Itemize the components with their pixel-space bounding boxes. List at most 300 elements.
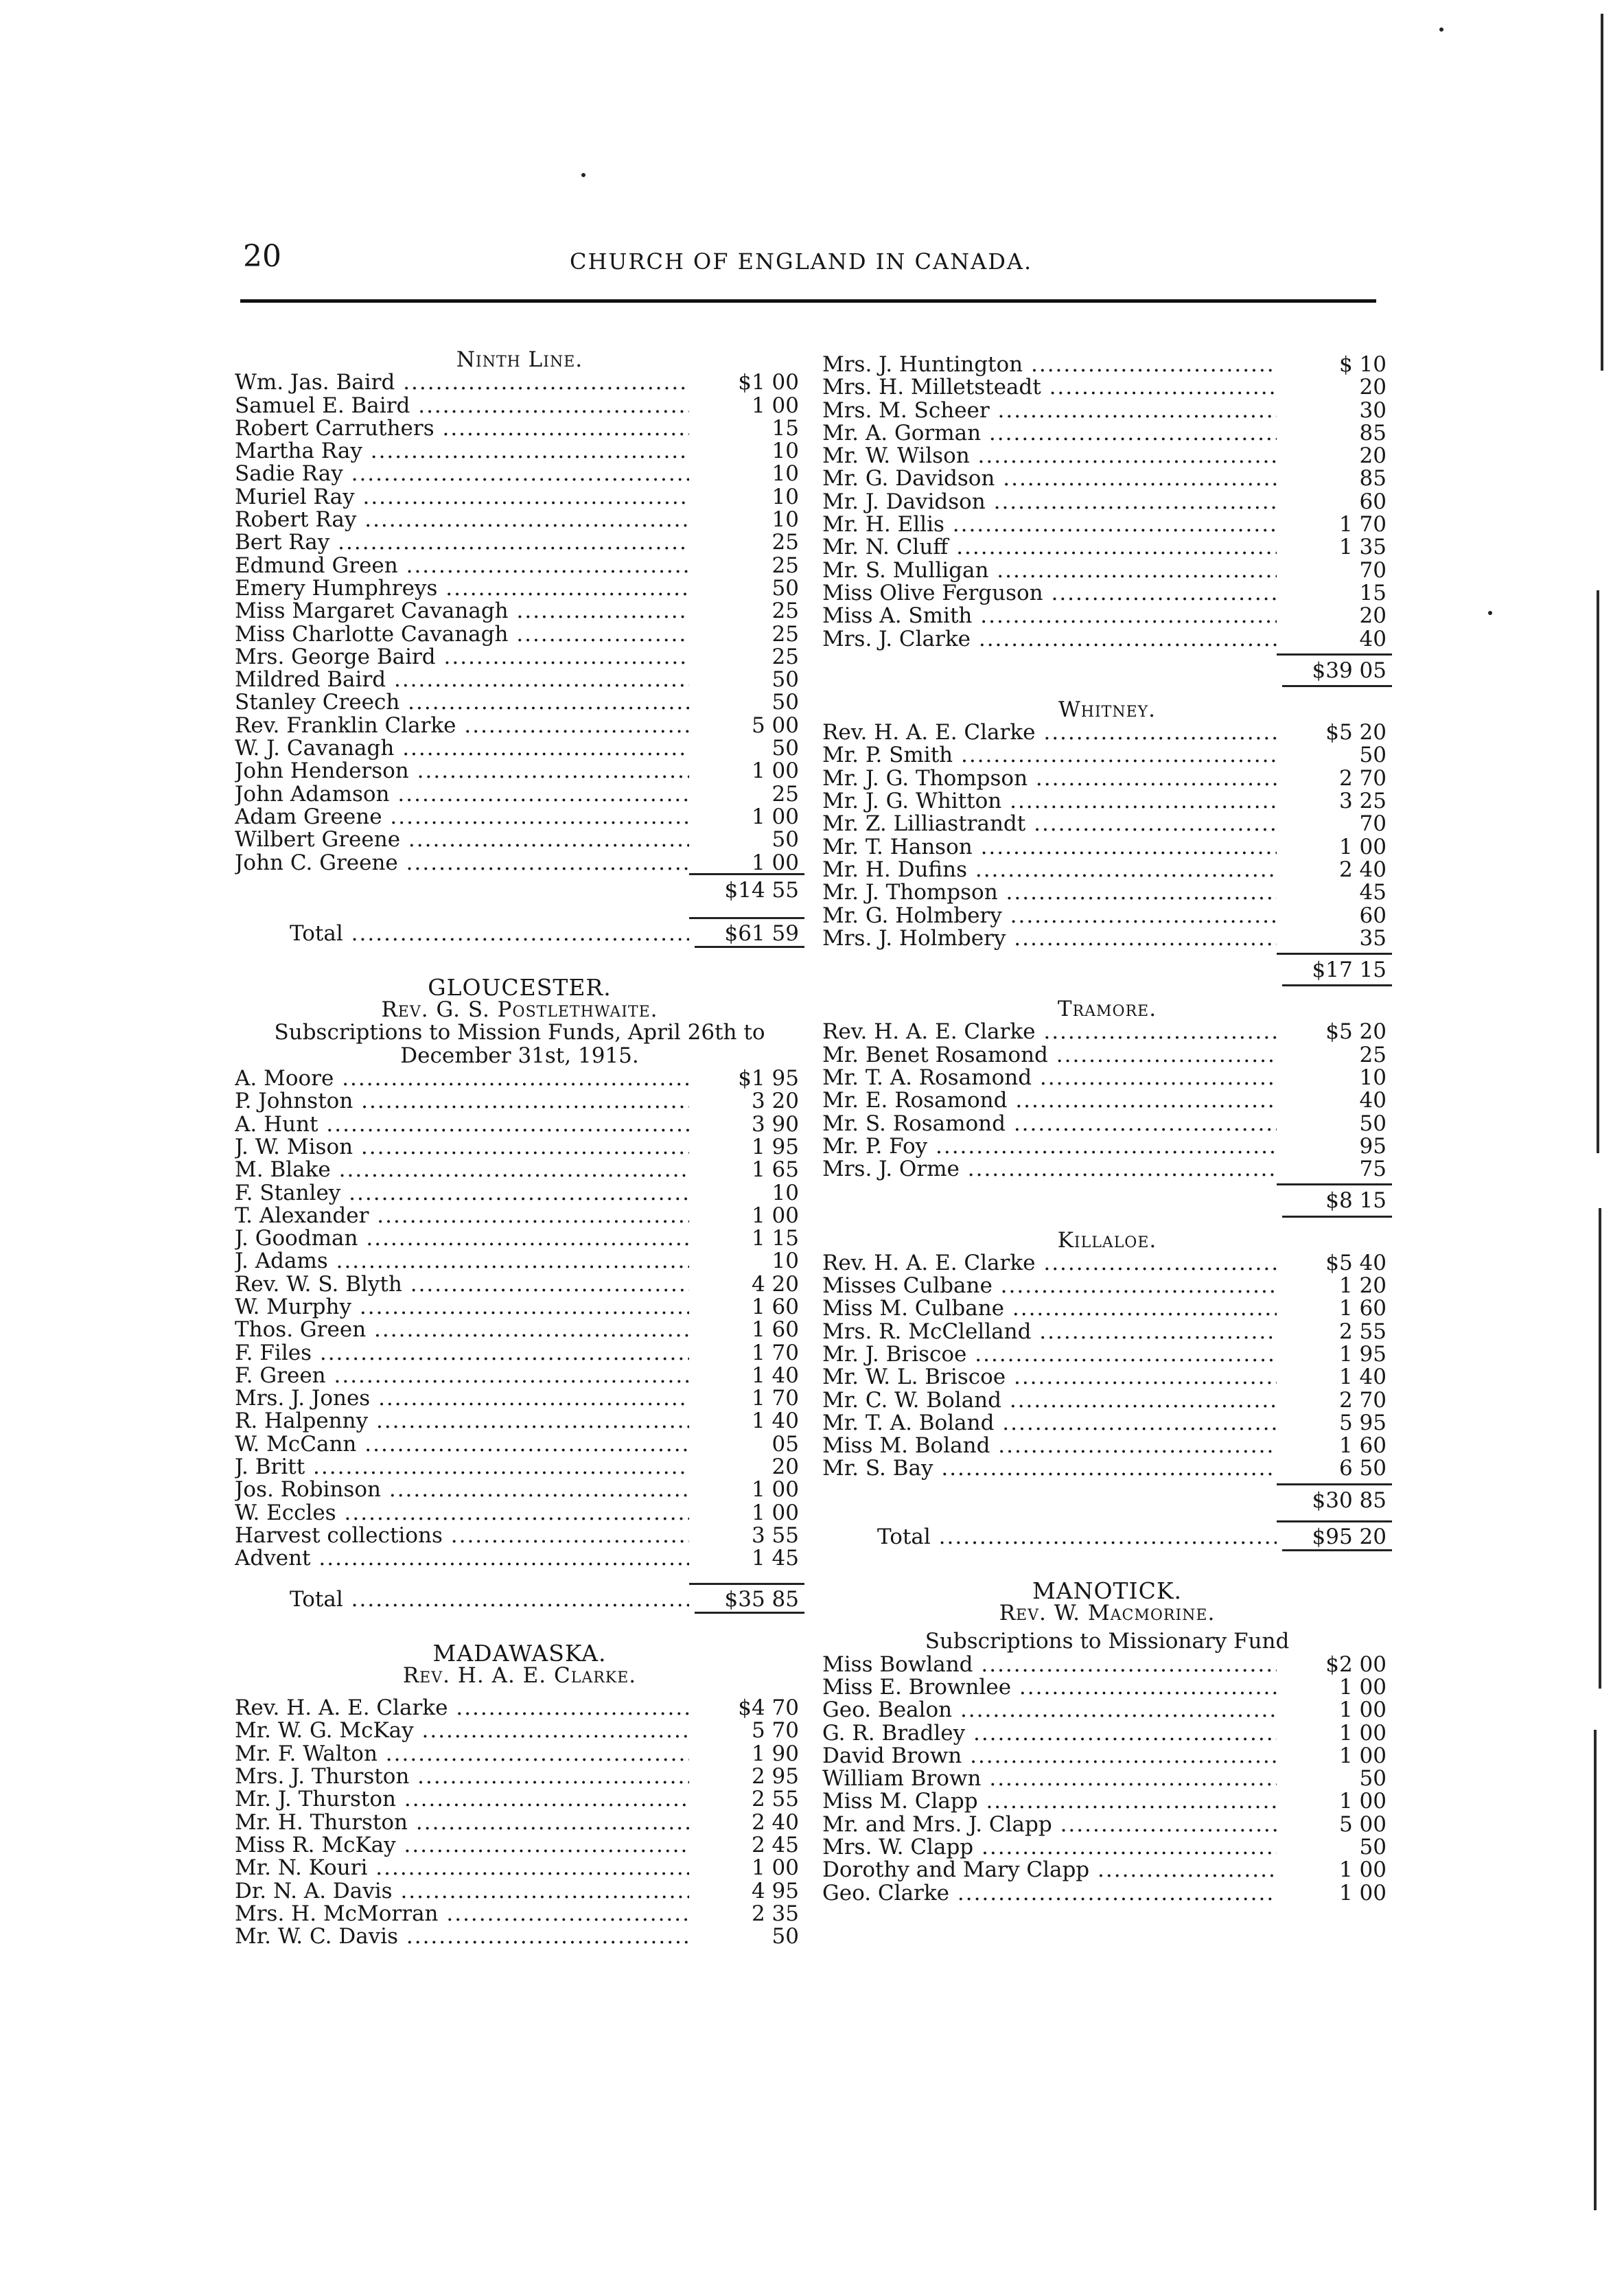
- entry-amount: 1 95: [751, 1134, 799, 1159]
- madawaska-heading: MADAWASKA.: [432, 1639, 607, 1667]
- entry-amount: 2 95: [751, 1764, 799, 1789]
- ledger-row: [235, 806, 804, 829]
- binding-edge: [1594, 1730, 1597, 2210]
- ledger-row: [235, 1159, 804, 1181]
- entry-amount: 1 45: [751, 1546, 799, 1571]
- entry-amount: 1 70: [751, 1340, 799, 1365]
- entry-name: Mr. H. Ellis .....: [822, 513, 1277, 536]
- ledger-row: [822, 1366, 1392, 1389]
- ledger-row: [822, 1722, 1392, 1745]
- whitney-heading: Whitney.: [1058, 697, 1157, 722]
- entry-name: Mr. W. C. Davis .....: [235, 1925, 689, 1948]
- ledger-row: [235, 1182, 804, 1205]
- entry-amount: 5 00: [1338, 1811, 1387, 1837]
- ledger-row: [822, 767, 1392, 790]
- entry-amount: 15: [1359, 580, 1387, 605]
- ledger-row: [822, 1745, 1392, 1768]
- entry-amount: 3 20: [751, 1089, 799, 1114]
- entry-name: John Henderson .....: [235, 760, 689, 783]
- ledger-row: [822, 1113, 1392, 1135]
- entry-name: Mr. G. Davidson .....: [822, 467, 1277, 490]
- entry-name: Robert Carruthers .....: [235, 417, 689, 440]
- ledger-row: [235, 1433, 804, 1456]
- ledger-row: [822, 1321, 1392, 1343]
- gloucester-note-1: Subscriptions to Mission Funds, April 26th to: [274, 1020, 765, 1045]
- running-head: CHURCH OF ENGLAND IN CANADA.: [570, 248, 1033, 275]
- manotick-heading: MANOTICK.: [1032, 1577, 1182, 1604]
- ledger-row: [235, 1880, 804, 1903]
- entry-amount: 1 00: [1338, 1857, 1387, 1883]
- ledger-row: [822, 1654, 1392, 1676]
- ledger-row: [235, 1319, 804, 1341]
- ledger-row: [822, 628, 1392, 651]
- entry-amount: 50: [1359, 743, 1387, 768]
- entry-name: Mr. H. Thurston .....: [235, 1811, 689, 1834]
- entry-amount: 6 50: [1338, 1456, 1387, 1481]
- entry-amount: 25: [772, 644, 799, 669]
- entry-amount: 1 65: [751, 1157, 799, 1183]
- entry-amount: $ 10: [1338, 352, 1387, 377]
- ledger-row: [235, 852, 804, 874]
- ledger-row: [235, 1387, 804, 1410]
- entry-amount: 1 40: [751, 1363, 799, 1388]
- entry-name: Mr. Z. Lilliastrandt .....: [822, 813, 1277, 835]
- ledger-row: [235, 486, 804, 509]
- entry-amount: 25: [772, 621, 799, 647]
- entry-amount: 95: [1359, 1133, 1387, 1159]
- rule: [235, 946, 804, 955]
- ledger-row: [822, 1389, 1392, 1412]
- gloucester-rector: Rev. G. S. Postlethwaite.: [381, 997, 658, 1023]
- ledger-row: [235, 600, 804, 623]
- entry-amount: 2 35: [751, 1901, 799, 1926]
- entry-amount: 40: [1359, 626, 1387, 651]
- binding-edge: [1599, 1208, 1601, 1689]
- header-rule: [240, 299, 1376, 303]
- entry-name: Mr. J. Briscoe .....: [822, 1343, 1277, 1366]
- entry-name: David Brown .....: [822, 1745, 1277, 1768]
- ledger-row: [235, 1136, 804, 1159]
- whitney-list: [822, 721, 1392, 950]
- entry-amount: 1 90: [751, 1741, 799, 1766]
- entry-amount: 20: [1359, 443, 1387, 469]
- ledger-row: [822, 1790, 1392, 1813]
- entry-amount: 20: [1359, 375, 1387, 400]
- manotick-list: [822, 1654, 1392, 1905]
- entry-amount: 25: [772, 599, 799, 624]
- ledger-row: [235, 1502, 804, 1525]
- entry-amount: 50: [772, 667, 799, 693]
- entry-name: Mr. T. Hanson .....: [822, 836, 1277, 859]
- entry-name: Mrs. J. Clarke .....: [822, 628, 1277, 651]
- speck: [1439, 27, 1443, 32]
- entry-amount: 50: [1359, 1835, 1387, 1860]
- ledger-row: [822, 1768, 1392, 1790]
- entry-amount: 20: [772, 1455, 799, 1480]
- entry-name: Advent .....: [235, 1547, 689, 1570]
- entry-amount: 10: [1359, 1065, 1387, 1091]
- page-number: 20: [243, 239, 281, 274]
- killaloe-heading: Killaloe.: [1057, 1227, 1157, 1253]
- entry-amount: 40: [1359, 1088, 1387, 1113]
- ninth-line-total-row: [235, 917, 804, 946]
- entry-name: J. Goodman .....: [235, 1227, 689, 1250]
- entry-name: Mr. S. Mulligan .....: [822, 559, 1277, 582]
- entry-name: Mr. S. Rosamond .....: [822, 1113, 1277, 1135]
- entry-name: F. Green .....: [235, 1365, 689, 1387]
- entry-amount: 35: [1359, 925, 1387, 951]
- ledger-row: [235, 417, 804, 440]
- entry-name: F. Stanley .....: [235, 1182, 689, 1205]
- killaloe-subtotal: $30 85: [1277, 1483, 1392, 1512]
- tramore-heading: Tramore.: [1057, 997, 1157, 1022]
- entry-name: Dr. N. A. Davis .....: [235, 1880, 689, 1903]
- binding-edge: [1597, 590, 1599, 1153]
- ledger-row: [235, 691, 804, 714]
- entry-name: Samuel E. Baird .....: [235, 395, 689, 417]
- entry-name: John C. Greene .....: [235, 852, 689, 874]
- entry-amount: 50: [1359, 1111, 1387, 1136]
- entry-amount: 50: [772, 690, 799, 715]
- binding-edge: [1601, 14, 1603, 371]
- ledger-row: [235, 1697, 804, 1719]
- entry-name: J. Britt .....: [235, 1456, 689, 1479]
- manotick-note: Subscriptions to Missionary Fund: [925, 1629, 1290, 1654]
- ledger-row: [235, 829, 804, 851]
- madawaska-rector: Rev. H. A. E. Clarke.: [402, 1662, 637, 1688]
- entry-amount: 70: [1359, 557, 1387, 583]
- ledger-row: [235, 1296, 804, 1319]
- ledger-row: [822, 559, 1392, 582]
- entry-name: Mr. W. L. Briscoe .....: [822, 1366, 1277, 1389]
- ledger-row: [822, 422, 1392, 445]
- ledger-row: [822, 836, 1392, 859]
- entry-amount: $5 40: [1325, 1250, 1387, 1275]
- entry-name: Jos. Robinson .....: [235, 1479, 689, 1501]
- ledger-row: [235, 1090, 804, 1113]
- ledger-row: [235, 783, 804, 806]
- killaloe-list: [822, 1252, 1392, 1481]
- entry-name: F. Files .....: [235, 1342, 689, 1365]
- entry-amount: 1 00: [1338, 834, 1387, 859]
- entry-name: Harvest collections .....: [235, 1525, 689, 1547]
- right-column: [822, 354, 1392, 1905]
- entry-amount: 5 00: [751, 712, 799, 738]
- ledger-row: [235, 577, 804, 600]
- entry-amount: 45: [1359, 880, 1387, 905]
- entry-name: J. W. Mison .....: [235, 1136, 689, 1159]
- entry-name: Mrs. J. Jones .....: [235, 1387, 689, 1410]
- ledger-row: [235, 463, 804, 485]
- ledger-row: [235, 395, 804, 417]
- ledger-row: [822, 1811, 1392, 1837]
- entry-name: Rev. H. A. E. Clarke .....: [822, 1021, 1277, 1043]
- entry-amount: 1 40: [751, 1409, 799, 1434]
- ledger-row: [235, 1834, 804, 1857]
- entry-name: Miss Charlotte Cavanagh .....: [235, 623, 689, 646]
- entry-amount: 10: [772, 1249, 799, 1274]
- entry-name: Mr. J. Davidson .....: [822, 491, 1277, 513]
- ledger-row: [822, 582, 1392, 605]
- entry-name: Mr. J. Thompson .....: [822, 881, 1277, 904]
- ledger-row: [235, 1765, 804, 1788]
- ledger-row: [235, 1113, 804, 1136]
- ledger-row: [235, 737, 804, 760]
- ledger-row: [235, 1811, 804, 1834]
- ledger-row: [822, 605, 1392, 627]
- entry-amount: 1 20: [1338, 1273, 1387, 1299]
- entry-amount: 1 60: [1338, 1433, 1387, 1459]
- ninth-line-total: $61 59: [689, 917, 804, 945]
- entry-name: W. Murphy .....: [235, 1296, 689, 1319]
- gloucester-total-row: [235, 1583, 804, 1612]
- entry-name: Mr. W. Wilson .....: [822, 445, 1277, 467]
- entry-amount: 2 45: [751, 1832, 799, 1857]
- ledger-row: [822, 1135, 1392, 1158]
- manotick-rector: Rev. W. Macmorine.: [999, 1601, 1216, 1626]
- entry-name: Mr. T. A. Rosamond .....: [822, 1067, 1277, 1089]
- entry-name: Mr. J. G. Thompson .....: [822, 767, 1277, 790]
- ledger-row: [235, 1342, 804, 1365]
- total-label: Total .....: [235, 1588, 689, 1611]
- entry-amount: 50: [772, 575, 799, 601]
- entry-amount: 2 70: [1338, 1387, 1387, 1413]
- entry-name: Wilbert Greene .....: [235, 829, 689, 851]
- right-top-subtotal: $39 05: [1277, 653, 1392, 682]
- entry-name: Mr. G. Holmbery .....: [822, 905, 1277, 927]
- entry-name: Mrs. M. Scheer .....: [822, 399, 1277, 422]
- ledger-row: [822, 467, 1392, 490]
- entry-name: A. Hunt .....: [235, 1113, 689, 1136]
- entry-amount: 85: [1359, 420, 1387, 445]
- entry-name: Miss M. Boland .....: [822, 1435, 1277, 1457]
- ledger-row: [235, 1456, 804, 1479]
- entry-amount: 50: [1359, 1766, 1387, 1792]
- ledger-row: [822, 790, 1392, 813]
- entry-amount: 2 40: [751, 1809, 799, 1835]
- entry-name: Miss R. McKay .....: [235, 1834, 689, 1857]
- entry-name: Mr. F. Walton .....: [235, 1743, 689, 1765]
- ledger-row: [822, 1836, 1392, 1859]
- entry-name: Mr. W. G. McKay .....: [235, 1719, 689, 1742]
- entry-amount: 10: [772, 507, 799, 533]
- rule: [235, 1612, 804, 1621]
- entry-name: Bert Ray .....: [235, 531, 689, 554]
- entry-amount: 2 70: [1338, 765, 1387, 791]
- entry-name: Mrs. George Baird .....: [235, 646, 689, 669]
- ledger-row: [822, 1457, 1392, 1480]
- entry-name: Martha Ray .....: [235, 440, 689, 463]
- entry-name: Mrs. H. McMorran .....: [235, 1903, 689, 1925]
- entry-amount: 1 95: [1338, 1341, 1387, 1367]
- entry-name: Mrs. J. Thurston .....: [235, 1765, 689, 1788]
- ledger-row: [235, 1903, 804, 1925]
- entry-name: Emery Humphreys .....: [235, 577, 689, 600]
- entry-name: Rev. H. A. E. Clarke .....: [822, 721, 1277, 744]
- ledger-row: [822, 1699, 1392, 1722]
- entry-amount: 25: [772, 553, 799, 578]
- entry-amount: 1 00: [751, 1500, 799, 1525]
- ledger-row: [822, 1882, 1392, 1905]
- entry-name: Stanley Creech .....: [235, 691, 689, 714]
- entry-name: Mildred Baird .....: [235, 669, 689, 691]
- entry-amount: 1 00: [751, 1855, 799, 1881]
- entry-name: Mr. N. Cluff .....: [822, 536, 1277, 559]
- ledger-row: [822, 813, 1392, 835]
- ledger-row: [822, 881, 1392, 904]
- entry-name: Mr. T. A. Boland .....: [822, 1412, 1277, 1435]
- entry-amount: 30: [1359, 397, 1387, 423]
- entry-amount: $1 00: [738, 370, 799, 395]
- ledger-row: [235, 1857, 804, 1879]
- entry-amount: 1 00: [751, 1477, 799, 1503]
- ledger-row: [822, 1435, 1392, 1457]
- entry-name: Mr. Benet Rosamond .....: [822, 1044, 1277, 1067]
- entry-amount: 5 70: [751, 1718, 799, 1743]
- entry-name: Miss Bowland .....: [822, 1654, 1277, 1676]
- ledger-row: [822, 536, 1392, 559]
- entry-amount: 1 70: [751, 1386, 799, 1411]
- ledger-row: [822, 513, 1392, 536]
- entry-amount: 10: [772, 1180, 799, 1205]
- ledger-row: [822, 354, 1392, 376]
- rule: [822, 1216, 1392, 1225]
- total-label: Total .....: [822, 1526, 1277, 1549]
- speck: [581, 173, 585, 177]
- ledger-row: [235, 1227, 804, 1250]
- killaloe-total-row: [822, 1520, 1392, 1549]
- ledger-row: [235, 1788, 804, 1811]
- ledger-row: [822, 1343, 1392, 1366]
- entry-name: A. Moore .....: [235, 1067, 689, 1090]
- entry-amount: 3 25: [1338, 789, 1387, 814]
- ledger-row: [822, 1297, 1392, 1320]
- entry-amount: 1 35: [1338, 535, 1387, 560]
- ledger-row: [822, 376, 1392, 399]
- entry-name: J. Adams .....: [235, 1250, 689, 1273]
- entry-amount: 10: [772, 484, 799, 509]
- entry-name: Mr. S. Bay .....: [822, 1457, 1277, 1480]
- entry-name: Rev. W. S. Blyth .....: [235, 1273, 689, 1296]
- entry-amount: 1 00: [751, 850, 799, 875]
- entry-amount: 10: [772, 439, 799, 464]
- ledger-row: [822, 1044, 1392, 1067]
- entry-name: Mrs. J. Huntington .....: [822, 354, 1277, 376]
- entry-name: Edmund Green .....: [235, 555, 689, 577]
- entry-name: M. Blake .....: [235, 1159, 689, 1181]
- entry-amount: 1 15: [751, 1226, 799, 1251]
- ledger-row: [235, 1925, 804, 1948]
- ledger-row: [235, 1410, 804, 1433]
- entry-name: William Brown .....: [822, 1768, 1277, 1790]
- entry-amount: 50: [772, 1924, 799, 1949]
- entry-name: Robert Ray .....: [235, 509, 689, 531]
- ledger-row: [822, 1275, 1392, 1297]
- ledger-row: [235, 1365, 804, 1387]
- ledger-row: [822, 445, 1392, 467]
- ledger-row: [235, 1743, 804, 1765]
- entry-name: Mrs. W. Clapp .....: [822, 1836, 1277, 1859]
- ledger-row: [822, 905, 1392, 927]
- ledger-row: [235, 1547, 804, 1570]
- ledger-row: [235, 1205, 804, 1227]
- entry-name: Mr. P. Foy .....: [822, 1135, 1277, 1158]
- entry-name: G. R. Bradley .....: [822, 1722, 1277, 1745]
- ledger-row: [822, 721, 1392, 744]
- entry-name: Mrs. R. McClelland .....: [822, 1321, 1277, 1343]
- entry-name: Dorothy and Mary Clapp .....: [822, 1859, 1277, 1881]
- entry-amount: 60: [1359, 489, 1387, 514]
- killaloe-subtotal-row: [822, 1481, 1392, 1515]
- entry-amount: 1 00: [1338, 1698, 1387, 1723]
- entry-amount: $5 20: [1325, 720, 1387, 745]
- entry-name: Geo. Bealon .....: [822, 1699, 1277, 1722]
- tramore-subtotal: $8 15: [1277, 1183, 1392, 1212]
- entry-amount: $5 20: [1325, 1019, 1387, 1045]
- entry-amount: 1 60: [751, 1317, 799, 1343]
- entry-amount: 1 60: [1338, 1296, 1387, 1321]
- speck: [1488, 611, 1492, 615]
- ledger-row: [235, 1719, 804, 1742]
- killaloe-total: $95 20: [1277, 1520, 1392, 1549]
- entry-amount: 3 55: [751, 1522, 799, 1548]
- ledger-row: [235, 1273, 804, 1296]
- entry-name: W. Eccles .....: [235, 1502, 689, 1525]
- gloucester-total: $35 85: [689, 1583, 804, 1611]
- entry-name: Mr. J. G. Whitton .....: [822, 790, 1277, 813]
- entry-amount: 85: [1359, 466, 1387, 491]
- entry-amount: 50: [772, 736, 799, 761]
- entry-name: W. McCann .....: [235, 1433, 689, 1456]
- ledger-row: [822, 399, 1392, 422]
- entry-name: Geo. Clarke .....: [822, 1882, 1277, 1905]
- entry-amount: 20: [1359, 603, 1387, 629]
- entry-name: Miss E. Brownlee .....: [822, 1676, 1277, 1699]
- left-column: [235, 345, 804, 1948]
- ledger-row: [822, 1412, 1392, 1435]
- tramore-subtotal-row: [822, 1181, 1392, 1216]
- entry-name: Rev. Franklin Clarke .....: [235, 715, 689, 737]
- entry-amount: 1 00: [751, 804, 799, 829]
- entry-name: Misses Culbane .....: [822, 1275, 1277, 1297]
- ledger-row: [822, 1676, 1392, 1699]
- entry-amount: 60: [1359, 903, 1387, 928]
- entry-amount: 75: [1359, 1157, 1387, 1182]
- entry-name: P. Johnston .....: [235, 1090, 689, 1113]
- ledger-row: [235, 646, 804, 669]
- madawaska-list: [235, 1697, 804, 1948]
- entry-name: Sadie Ray .....: [235, 463, 689, 485]
- entry-amount: 50: [772, 827, 799, 853]
- ninth-line-subtotal: $14 55: [689, 873, 804, 902]
- entry-amount: 3 90: [751, 1111, 799, 1137]
- entry-amount: 4 20: [751, 1271, 799, 1297]
- entry-amount: 1 00: [1338, 1789, 1387, 1814]
- entry-amount: $2 00: [1325, 1652, 1387, 1677]
- entry-name: Mr. E. Rosamond .....: [822, 1089, 1277, 1112]
- ledger-row: [822, 1089, 1392, 1112]
- entry-name: Miss A. Smith .....: [822, 605, 1277, 627]
- entry-name: R. Halpenny .....: [235, 1410, 689, 1433]
- tramore-list: [822, 1021, 1392, 1181]
- entry-name: Mr. and Mrs. J. Clapp .....: [822, 1814, 1277, 1836]
- entry-name: Thos. Green .....: [235, 1319, 689, 1341]
- gloucester-list: [235, 1067, 804, 1571]
- entry-name: Rev. H. A. E. Clarke .....: [235, 1697, 689, 1719]
- entry-amount: 1 00: [751, 758, 799, 784]
- entry-amount: 70: [1359, 811, 1387, 837]
- ledger-row: [822, 1021, 1392, 1043]
